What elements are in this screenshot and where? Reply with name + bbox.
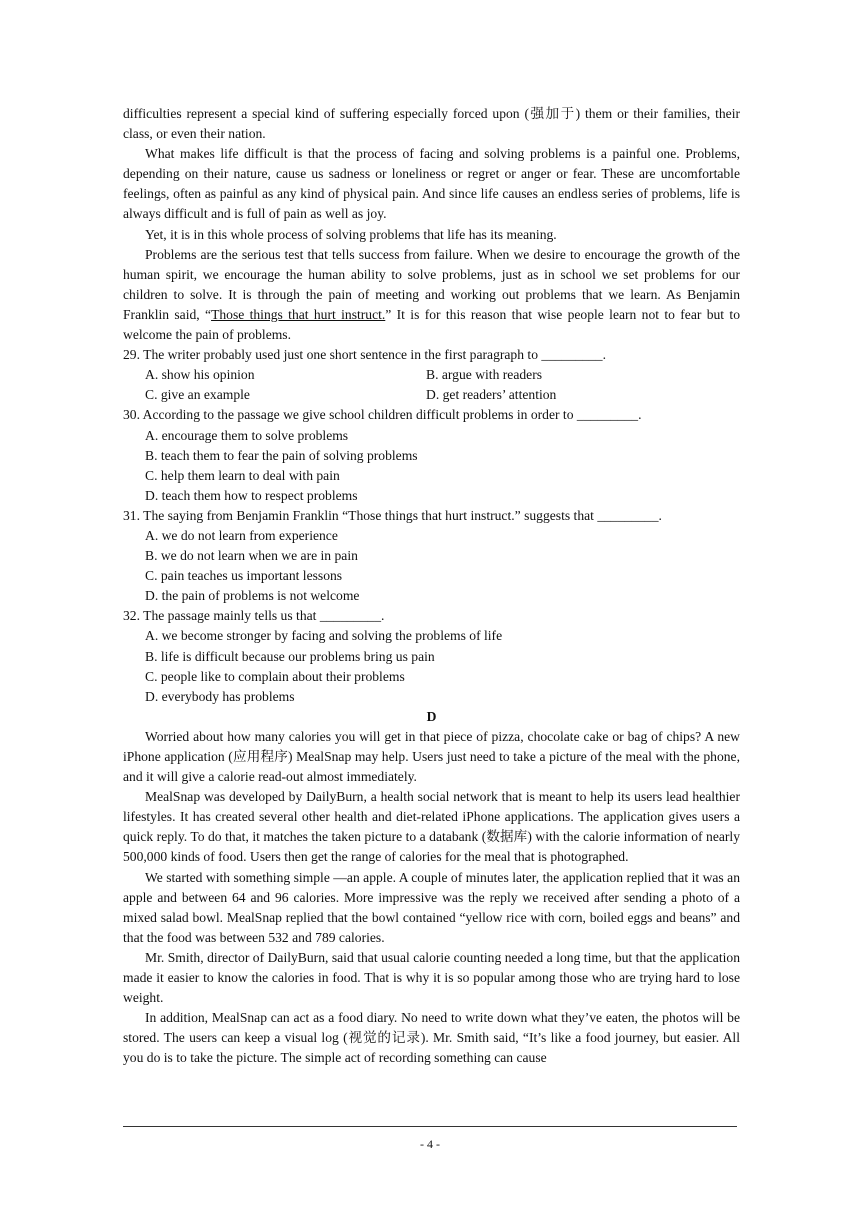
- passage-c-paragraph-3: [123, 245, 740, 345]
- question-31: [123, 506, 740, 606]
- passage-c-paragraph-2: Yet, it is in this whole process of solving problems that life has its meaning.: [145, 226, 557, 242]
- option-b: B. life is difficult because our problems bring us pain: [145, 648, 435, 664]
- question-29: [123, 345, 740, 405]
- page-content: [123, 104, 740, 1069]
- passage-c-paragraph-1: What makes life difficult is that the process of facing and solving problems is a painful one. Problems, depending on their nature, cause us sadness or loneliness or regret or anger or fear. These are uncomfortable feelings, often as painful as any kind of physical pain. And since life causes an endless series of problems, life is always difficult and is full of pain as well as joy.: [123, 146, 740, 222]
- section-d-paragraph-5: In addition, MealSnap can act as a food diary. No need to write down what they’ve eaten, the photos will be stored. The users can keep a visual log (视觉的记录). Mr. Smith said, “It’s like a food journey, but easier. All you do is to take the picture. The simple act of recording something can cause: [123, 1010, 740, 1066]
- paragraph-3-text-before: Problems are the serious test that tells success from failure. When we desire to encourage the growth of the human spirit, we encourage the human ability to solve problems, just as in school we set problems for our children to solve. It is through the pain of meeting and working out problems that we learn. As Benjamin Franklin said, “: [123, 246, 740, 322]
- option-row: [123, 385, 740, 405]
- option-c: C. pain teaches us important lessons: [145, 568, 343, 584]
- section-d-paragraph-2: MealSnap was developed by DailyBurn, a health social network that is meant to help its users lead healthier lifestyles. It has created several other health and diet-related iPhone applications. The application gives users a quick reply. To do that, it matches the taken picture to a databank (数据库) with the calorie information of nearly 500,000 kinds of food. Users then get the range of calories for the meal that is photographed.: [123, 789, 740, 865]
- question-stem: 30. According to the passage we give school children difficult problems in order to _________.: [123, 407, 642, 423]
- option-b: B. teach them to fear the pain of solving problems: [145, 447, 418, 463]
- option-c: C. people like to complain about their problems: [145, 668, 405, 684]
- question-32: [123, 606, 740, 706]
- passage-c-paragraph-0: difficulties represent a special kind of suffering especially forced upon (强加于) them or their families, their class, or even their nation.: [123, 106, 740, 142]
- page-number: - 4 -: [420, 1137, 440, 1151]
- option-d: D. get readers’ attention: [426, 387, 557, 403]
- question-stem: 32. The passage mainly tells us that _________.: [123, 608, 385, 624]
- option-c: C. give an example: [145, 387, 250, 403]
- franklin-quote: Those things that hurt instruct.: [211, 306, 386, 322]
- option-d: D. everybody has problems: [145, 688, 295, 704]
- option-d: D. teach them how to respect problems: [145, 487, 358, 503]
- paragraph-3-text-after: ” It is for this reason that wise people learn not to fear but to welcome the pain of problems.: [123, 306, 740, 343]
- option-b: B. argue with readers: [426, 367, 543, 383]
- option-a: A. encourage them to solve problems: [145, 427, 349, 443]
- question-stem: 29. The writer probably used just one short sentence in the first paragraph to _________.: [123, 347, 606, 363]
- section-d-paragraph-3: We started with something simple —an apple. A couple of minutes later, the application replied that it was an apple and between 64 and 96 calories. More impressive was the reply we received after sending a photo of a mixed salad bowl. MealSnap replied that the bowl contained “yellow rice with corn, boiled eggs and beans” and that the food was between 532 and 789 calories.: [123, 869, 740, 945]
- option-c: C. help them learn to deal with pain: [145, 467, 340, 483]
- section-d-paragraph-4: Mr. Smith, director of DailyBurn, said that usual calorie counting needed a long time, but that the application made it easier to know the calories in food. That is why it is so popular among those who are trying hard to lose weight.: [123, 949, 740, 1006]
- option-a: A. we become stronger by facing and solving the problems of life: [145, 628, 503, 644]
- option-a: A. show his opinion: [145, 367, 255, 383]
- option-b: B. we do not learn when we are in pain: [145, 548, 358, 564]
- section-heading: D: [426, 708, 437, 724]
- question-stem: 31. The saying from Benjamin Franklin “Those things that hurt instruct.” suggests that _________.: [123, 507, 662, 523]
- option-a: A. we do not learn from experience: [145, 527, 338, 543]
- footer-divider: [123, 1126, 737, 1127]
- section-d-paragraph-1: Worried about how many calories you will get in that piece of pizza, chocolate cake or bag of chips? A new iPhone application (应用程序) MealSnap may help. Users just need to take a picture of the meal with the phone, and it will give a calorie read-out almost immediately.: [123, 728, 740, 785]
- option-row: [123, 365, 740, 385]
- option-d: D. the pain of problems is not welcome: [145, 588, 360, 604]
- question-30: [123, 405, 740, 505]
